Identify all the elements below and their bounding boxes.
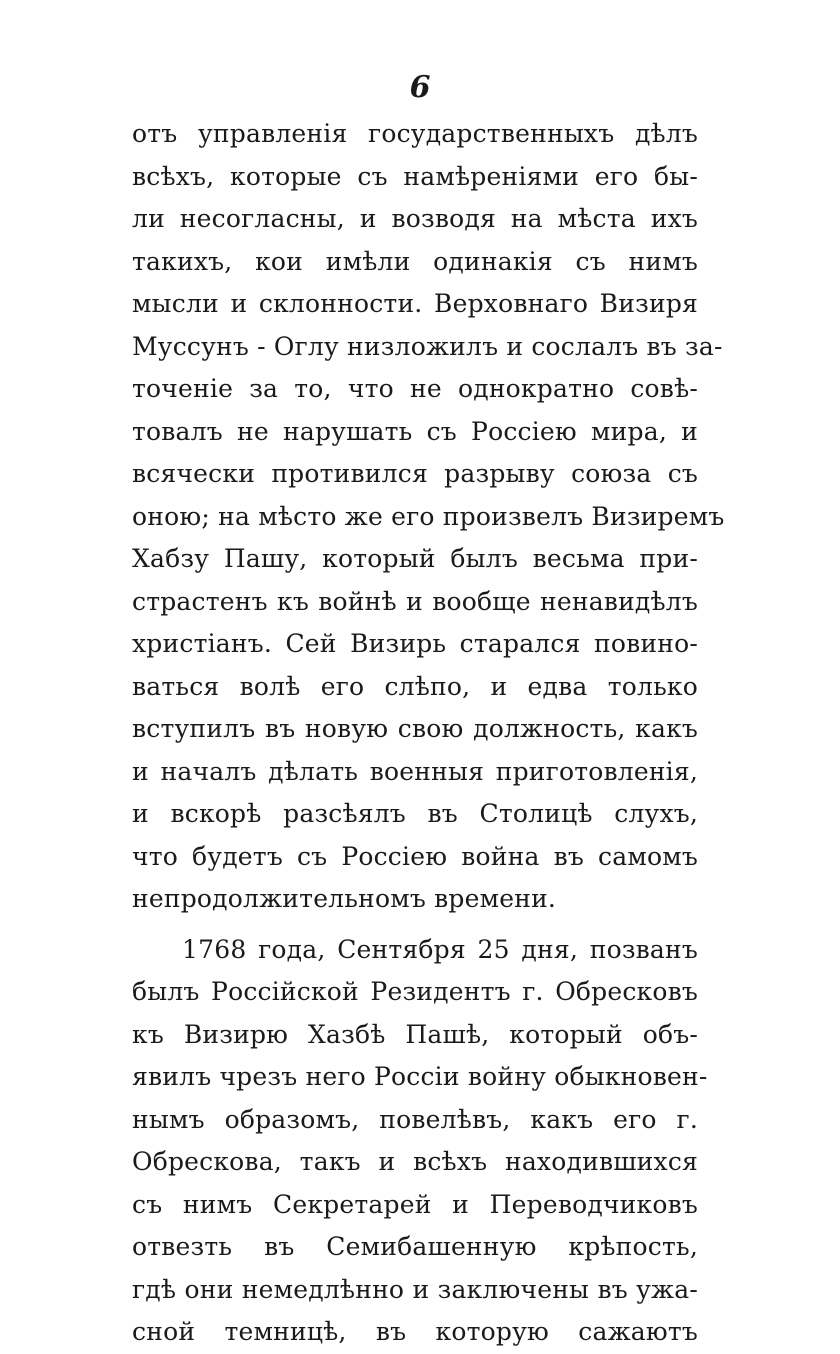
text-line: ли несогласны, и возводя на мѣста ихъ	[132, 204, 698, 233]
text-line: къ Визирю Хазбѣ Пашѣ, который объ-	[132, 1019, 698, 1049]
text-line: Обрескова, такъ и всѣхъ находившихся	[132, 1147, 698, 1176]
text-line: гдѣ они немедлѣнно и заключены въ ужа-	[132, 1274, 698, 1304]
text-line: 1768 года, Сентября 25 дня, позванъ	[182, 934, 698, 964]
text-line: такихъ, кои имѣли одинакія съ нимъ	[132, 246, 698, 276]
text-line: и началъ дѣлать военныя приготовленія,	[132, 756, 698, 786]
text-line: съ нимъ Секретарей и Переводчиковъ	[132, 1189, 698, 1219]
text-line: оною; на мѣсто же его произвелъ Визиремъ	[132, 501, 725, 531]
body-text	[132, 113, 725, 1354]
text-line: вступилъ въ новую свою должность, какъ	[132, 714, 698, 743]
page-number: 6	[409, 70, 431, 105]
text-line: непродолжительномъ времени.	[132, 884, 557, 913]
text-line: былъ Россійской Резидентъ г. Обресковъ	[132, 977, 698, 1006]
text-line: Муссунъ - Оглу низложилъ и сослалъ въ за-	[132, 331, 723, 361]
text-line: мысли и склонности. Верховнаго Визиря	[132, 289, 698, 318]
text-line: всячески противился разрыву союза съ	[132, 459, 698, 488]
text-line: ваться волѣ его слѣпо, и едва только	[132, 671, 698, 701]
paragraph-2	[132, 929, 708, 1354]
text-line: отвезть въ Семибашенную крѣпость,	[132, 1232, 698, 1261]
text-line: явилъ чрезъ него Россіи войну обыкновен-	[132, 1062, 708, 1091]
paragraph-gap	[132, 921, 698, 929]
text-line: и вскорѣ разсѣялъ въ Столицѣ слухъ,	[132, 799, 698, 828]
text-line: товалъ не нарушать съ Россіею мира, и	[132, 416, 698, 446]
text-line: христіанъ. Сей Визирь старался повино-	[132, 629, 698, 658]
text-line: точеніе за то, что не однократно совѣ-	[132, 374, 698, 403]
text-line: сной темницѣ, въ которую сажаютъ	[132, 1317, 698, 1346]
text-line: Хабзу Пашу, который былъ весьма при-	[132, 544, 698, 573]
text-line: что будетъ съ Россіею война въ самомъ	[132, 841, 698, 871]
text-line: отъ управленія государственныхъ дѣлъ	[132, 119, 698, 148]
text-line: страстенъ къ войнѣ и вообще ненавидѣлъ	[132, 586, 698, 616]
text-line: всѣхъ, которые съ намѣреніями его бы-	[132, 161, 698, 191]
paragraph-1	[132, 113, 725, 921]
text-line: нымъ образомъ, повелѣвъ, какъ его г.	[132, 1104, 698, 1134]
